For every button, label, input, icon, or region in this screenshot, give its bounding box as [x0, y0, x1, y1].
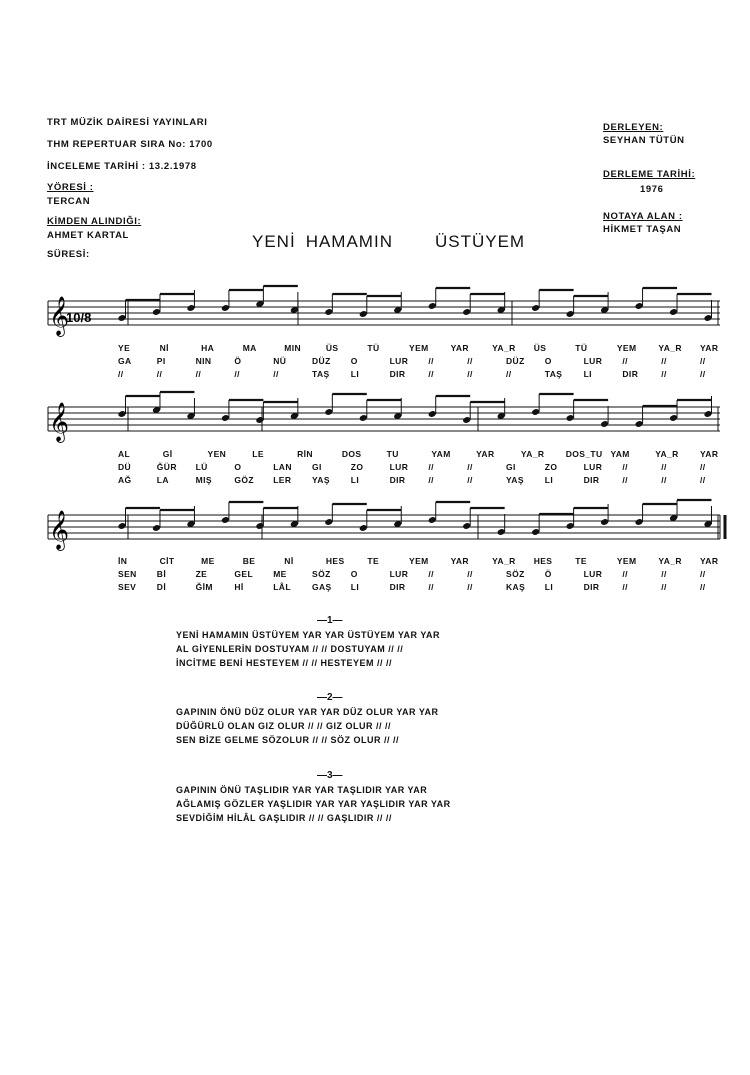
lyric-syllable: DIR: [389, 582, 406, 592]
lyric-syllable: Ö: [544, 569, 552, 579]
lyric-syllable: PI: [156, 356, 166, 366]
lyric-syllable: TAŞ: [312, 369, 330, 379]
notation-value: HİKMET TAŞAN: [603, 224, 682, 235]
lyric-syllable: //: [622, 582, 628, 592]
verse-line: GAPININ ÖNÜ DÜZ OLUR YAR YAR DÜZ OLUR YAR YAR: [176, 707, 439, 717]
lyric-syllable: //: [661, 356, 667, 366]
lyric-syllable: MIN: [284, 343, 302, 353]
lyric-syllable: YA_R: [655, 449, 679, 459]
treble-clef-icon: 𝄞: [49, 296, 70, 336]
lyric-syllable: //: [661, 582, 667, 592]
title-word-3: ÜSTÜYEM: [434, 232, 526, 251]
lyric-syllable: DIR: [389, 475, 406, 485]
lyric-syllable: İN: [118, 556, 128, 566]
lyric-syllable: //: [700, 475, 706, 485]
verse-number: —1—: [317, 615, 343, 626]
lyric-syllable: //: [622, 462, 628, 472]
lyric-syllable: YA_R: [520, 449, 545, 459]
lyric-syllable: //: [622, 475, 628, 485]
lyric-syllable: //: [467, 475, 473, 485]
lyric-syllable: SEV: [118, 582, 137, 592]
lyric-syllable: LÜ: [195, 462, 208, 472]
lyric-syllable: LAN: [273, 462, 292, 472]
lyric-syllable: //: [622, 569, 628, 579]
lyric-syllable: //: [467, 356, 473, 366]
lyric-syllable: //: [700, 462, 706, 472]
lyric-syllable: //: [428, 582, 434, 592]
lyric-syllable: ĞİM: [195, 582, 213, 592]
lyric-syllable: ZO: [350, 462, 364, 472]
lyric-syllable: ĞÜR: [156, 462, 177, 472]
lyric-syllable: //: [428, 475, 434, 485]
lyric-syllable: YAR: [700, 556, 719, 566]
verse-line: AĞLAMIŞ GÖZLER YAŞLIDIR YAR YAR YAŞLIDIR YAR YAR: [176, 799, 451, 809]
lyric-syllable: GÖZ: [234, 475, 255, 485]
lyric-syllable: DIR: [389, 369, 406, 379]
lyric-syllable: AĞ: [118, 475, 132, 485]
lyric-syllable: LUR: [389, 356, 409, 366]
lyric-syllable: ZE: [195, 569, 208, 579]
lyric-syllable: DIR: [583, 582, 600, 592]
lyric-syllable: SÖZ: [312, 569, 331, 579]
collection-date-value: 1976: [640, 184, 664, 195]
lyric-syllable: GAŞ: [312, 582, 332, 592]
lyric-syllable: //: [661, 475, 667, 485]
lyric-syllable: //: [234, 369, 240, 379]
lyric-syllable: O: [544, 356, 552, 366]
lyric-syllable: //: [661, 369, 667, 379]
lyric-syllable: MA: [242, 343, 257, 353]
verse-line: SEN BİZE GELME SÖZOLUR // // SÖZ OLUR // //: [176, 735, 400, 745]
lyric-syllable: Nİ: [159, 343, 169, 353]
lyric-syllable: //: [118, 369, 124, 379]
lyric-syllable: DIR: [622, 369, 639, 379]
collector-value: SEYHAN TÜTÜN: [603, 135, 685, 146]
lyric-syllable: YAR: [450, 343, 469, 353]
lyric-syllable: LI: [350, 475, 360, 485]
lyric-syllable: //: [467, 582, 473, 592]
lyric-syllable: O: [234, 462, 242, 472]
lyric-syllable: //: [467, 569, 473, 579]
lyric-syllable: O: [350, 356, 358, 366]
lyric-syllable: SÖZ: [506, 569, 525, 579]
lyric-syllable: ME: [273, 569, 287, 579]
lyric-syllable: //: [428, 462, 434, 472]
lyric-syllable: //: [273, 369, 279, 379]
lyric-syllable: HES: [533, 556, 553, 566]
lyric-syllable: BE: [242, 556, 256, 566]
lyric-syllable: NIN: [195, 356, 212, 366]
lyric-syllable: LUR: [389, 462, 409, 472]
lyric-syllable: DÜZ: [506, 356, 525, 366]
treble-clef-icon: 𝄞: [49, 402, 70, 442]
lyric-syllable: YEM: [616, 343, 637, 353]
lyric-syllable: O: [350, 569, 358, 579]
lyric-syllable: TE: [367, 556, 380, 566]
lyric-syllable: YAR: [700, 343, 719, 353]
verse-number: —3—: [317, 770, 343, 781]
lyric-syllable: TAŞ: [544, 369, 563, 379]
lyric-syllable: YEM: [616, 556, 637, 566]
lyric-syllable: ME: [201, 556, 215, 566]
source-label: KİMDEN ALINDIĞI:: [47, 216, 142, 227]
collection-date-label: DERLEME TARİHİ:: [603, 169, 696, 180]
lyric-syllable: GA: [118, 356, 132, 366]
lyric-syllable: LUR: [583, 569, 603, 579]
lyric-syllable: //: [428, 356, 434, 366]
lyric-syllable: TU: [386, 449, 399, 459]
lyric-syllable: LÂL: [273, 582, 291, 592]
lyric-syllable: KAŞ: [506, 582, 526, 592]
lyric-syllable: TE: [575, 556, 587, 566]
lyric-syllable: YAM: [610, 449, 630, 459]
verse-line: GAPININ ÖNÜ TAŞLIDIR YAR YAR TAŞLIDIR YAR YAR: [176, 785, 428, 795]
lyric-syllable: YAŞ: [506, 475, 524, 485]
lyric-syllable: Bİ: [156, 569, 167, 579]
lyric-syllable: DIR: [583, 475, 600, 485]
lyric-syllable: YEM: [409, 556, 429, 566]
lyric-syllable: YEN: [207, 449, 227, 459]
lyric-syllable: //: [467, 462, 473, 472]
lyric-syllable: LI: [544, 582, 554, 592]
publisher: TRT MÜZİK DAİRESİ YAYINLARI: [47, 117, 208, 128]
lyric-syllable: //: [700, 582, 706, 592]
lyric-syllable: Hİ: [234, 582, 244, 592]
lyric-syllable: //: [700, 369, 706, 379]
lyric-syllable: AL: [118, 449, 131, 459]
lyric-syllable: LUR: [583, 462, 603, 472]
treble-clef-icon: 𝄞: [49, 510, 70, 550]
lyric-syllable: //: [467, 369, 473, 379]
lyric-syllable: LER: [273, 475, 292, 485]
lyric-syllable: //: [661, 569, 667, 579]
lyric-syllable: LA: [156, 475, 169, 485]
lyric-syllable: //: [506, 369, 512, 379]
lyric-syllable: YAR: [476, 449, 495, 459]
verse-line: DÜĞÜRLÜ OLAN GIZ OLUR // // GIZ OLUR // //: [176, 721, 391, 731]
lyric-syllable: YAM: [431, 449, 451, 459]
lyric-syllable: YAR: [700, 449, 719, 459]
lyric-syllable: DÜZ: [312, 356, 331, 366]
time-signature: 10/8: [66, 310, 92, 325]
region-value: TERCAN: [47, 196, 91, 207]
verse-number: —2—: [317, 692, 343, 703]
lyric-syllable: Ö: [234, 356, 242, 366]
lyric-syllable: GEL: [234, 569, 254, 579]
lyric-syllable: LUR: [583, 356, 603, 366]
lyric-syllable: DÜ: [118, 462, 132, 472]
lyric-syllable: DOS: [341, 449, 362, 459]
collector-label: DERLEYEN:: [603, 122, 664, 133]
duration-label: SÜRESİ:: [47, 249, 90, 260]
lyric-syllable: SEN: [118, 569, 137, 579]
region-label: YÖRESİ :: [47, 182, 94, 193]
lyric-syllable: Gİ: [162, 449, 173, 459]
verse-line: İNCİTME BENİ HESTEYEM // // HESTEYEM // //: [176, 658, 393, 668]
lyric-syllable: LI: [350, 582, 360, 592]
review-date: İNCELEME TARİHİ : 13.2.1978: [47, 161, 197, 172]
lyric-syllable: YE: [118, 343, 131, 353]
lyric-syllable: ZO: [544, 462, 558, 472]
repertoire-number: THM REPERTUAR SIRA No: 1700: [47, 139, 213, 150]
lyric-syllable: //: [195, 369, 202, 379]
lyric-syllable: YAŞ: [312, 475, 330, 485]
lyric-syllable: LE: [252, 449, 264, 459]
verse-line: YENİ HAMAMIN ÜSTÜYEM YAR YAR ÜSTÜYEM YAR YAR: [176, 630, 441, 640]
lyric-syllable: YA_R: [658, 556, 682, 566]
lyric-syllable: //: [156, 369, 163, 379]
lyric-syllable: MIŞ: [195, 475, 212, 485]
lyric-syllable: YA_R: [658, 343, 682, 353]
lyric-syllable: CİT: [159, 556, 175, 566]
title-word-1: YENİ: [252, 232, 296, 251]
lyric-syllable: LI: [583, 369, 592, 379]
lyric-syllable: //: [428, 569, 434, 579]
lyric-syllable: HES: [325, 556, 345, 566]
lyric-syllable: TÜ: [575, 343, 588, 353]
notation-label: NOTAYA ALAN :: [603, 211, 683, 222]
lyric-syllable: //: [661, 462, 667, 472]
lyric-syllable: RİN: [297, 449, 313, 459]
verse-line: AL GİYENLERİN DOSTUYAM // // DOSTUYAM // //: [176, 644, 404, 654]
source-value: AHMET KARTAL: [47, 230, 129, 241]
lyric-syllable: ÜS: [325, 343, 339, 353]
lyric-syllable: //: [428, 369, 434, 379]
lyric-syllable: ÜS: [533, 343, 547, 353]
lyric-syllable: YA_R: [492, 556, 516, 566]
lyric-syllable: LUR: [389, 569, 409, 579]
lyric-syllable: YA_R: [492, 343, 516, 353]
lyric-syllable: //: [700, 356, 706, 366]
lyric-syllable: //: [700, 569, 706, 579]
lyric-syllable: //: [622, 356, 628, 366]
title-word-2: HAMAMIN: [305, 232, 393, 251]
lyric-syllable: YAR: [450, 556, 469, 566]
lyric-syllable: LI: [544, 475, 554, 485]
lyric-syllable: DOS_TU: [565, 449, 603, 459]
verse-line: SEVDİĞİM HİLÂL GAŞLIDIR // // GAŞLIDIR // //: [176, 813, 392, 823]
lyric-syllable: HA: [201, 343, 215, 353]
lyric-syllable: YEM: [409, 343, 429, 353]
lyric-syllable: GI: [312, 462, 322, 472]
lyric-syllable: TÜ: [367, 343, 380, 353]
lyric-syllable: Nİ: [284, 556, 294, 566]
lyric-syllable: Dİ: [156, 582, 167, 592]
lyric-syllable: GI: [506, 462, 516, 472]
lyric-syllable: LI: [350, 369, 360, 379]
lyric-syllable: NÜ: [273, 356, 287, 366]
